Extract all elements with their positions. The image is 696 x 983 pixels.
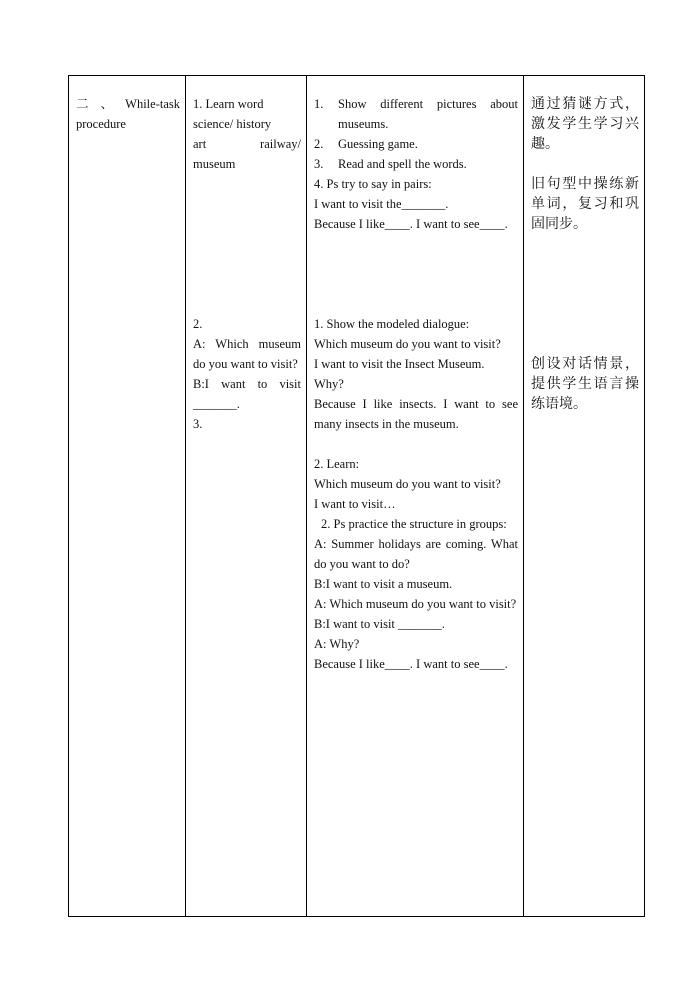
practice-line: A: Which museum do you want to visit?: [314, 597, 517, 611]
stage-title: 二、While-task procedure: [76, 97, 180, 131]
practice-line: A: Why?: [314, 637, 360, 651]
step4-line2: Because I like____. I want to see____.: [314, 217, 508, 231]
purpose-text: 通过猜谜方式，激发学生学习兴趣。: [531, 96, 639, 152]
part2-label: 2.: [193, 317, 203, 331]
step4-title: 4. Ps try to say in pairs:: [314, 177, 432, 191]
part1-words-line3: museum: [193, 157, 236, 171]
dialogue-line: I want to visit the Insect Museum.: [314, 357, 485, 371]
step4-line1: I want to visit the_______.: [314, 197, 449, 211]
purpose-text: 旧句型中操练新单词，复习和巩固同步。: [531, 176, 639, 232]
learn-line: Which museum do you want to visit?: [314, 477, 501, 491]
practice-line: A: Summer holidays are coming. What do you want to do?: [314, 537, 518, 571]
learn-line: I want to visit…: [314, 497, 396, 511]
list-item: 2. Guessing game.: [314, 137, 418, 151]
part2-question: A: Which museum do you want to visit?: [193, 337, 301, 371]
list-item: 3. Read and spell the words.: [314, 157, 467, 171]
activities-cell: [307, 76, 524, 917]
practice-line: Because I like____. I want to see____.: [314, 657, 508, 671]
practice-line: B:I want to visit a museum.: [314, 577, 453, 591]
dialogue-line: Why?: [314, 377, 344, 391]
dialogue-line: Which museum do you want to visit?: [314, 337, 501, 351]
table-row: [69, 76, 645, 917]
lesson-plan-table: [68, 75, 645, 917]
practice-title: 2. Ps practice the structure in groups:: [321, 517, 507, 531]
practice-line: B:I want to visit _______.: [314, 617, 445, 631]
dialogue-title: 1. Show the modeled dialogue:: [314, 317, 470, 331]
dialogue-line: Because I like insects. I want to see many insects in the museum.: [314, 397, 518, 431]
list-item: 1. Show different pictures about museums.: [314, 97, 518, 131]
purpose-text: 创设对话情景，提供学生语言操练语境。: [531, 356, 639, 412]
content-cell: [186, 76, 307, 917]
stage-cell: [69, 76, 186, 917]
part1-label: 1. Learn word: [193, 97, 264, 111]
part3-label: 3.: [193, 417, 203, 431]
part1-words-line2: art railway/: [193, 137, 301, 151]
part1-words-line1: science/ history: [193, 117, 272, 131]
learn-title: 2. Learn:: [314, 457, 360, 471]
purpose-cell: [524, 76, 645, 917]
part2-answer: B:I want to visit _______.: [193, 377, 301, 411]
